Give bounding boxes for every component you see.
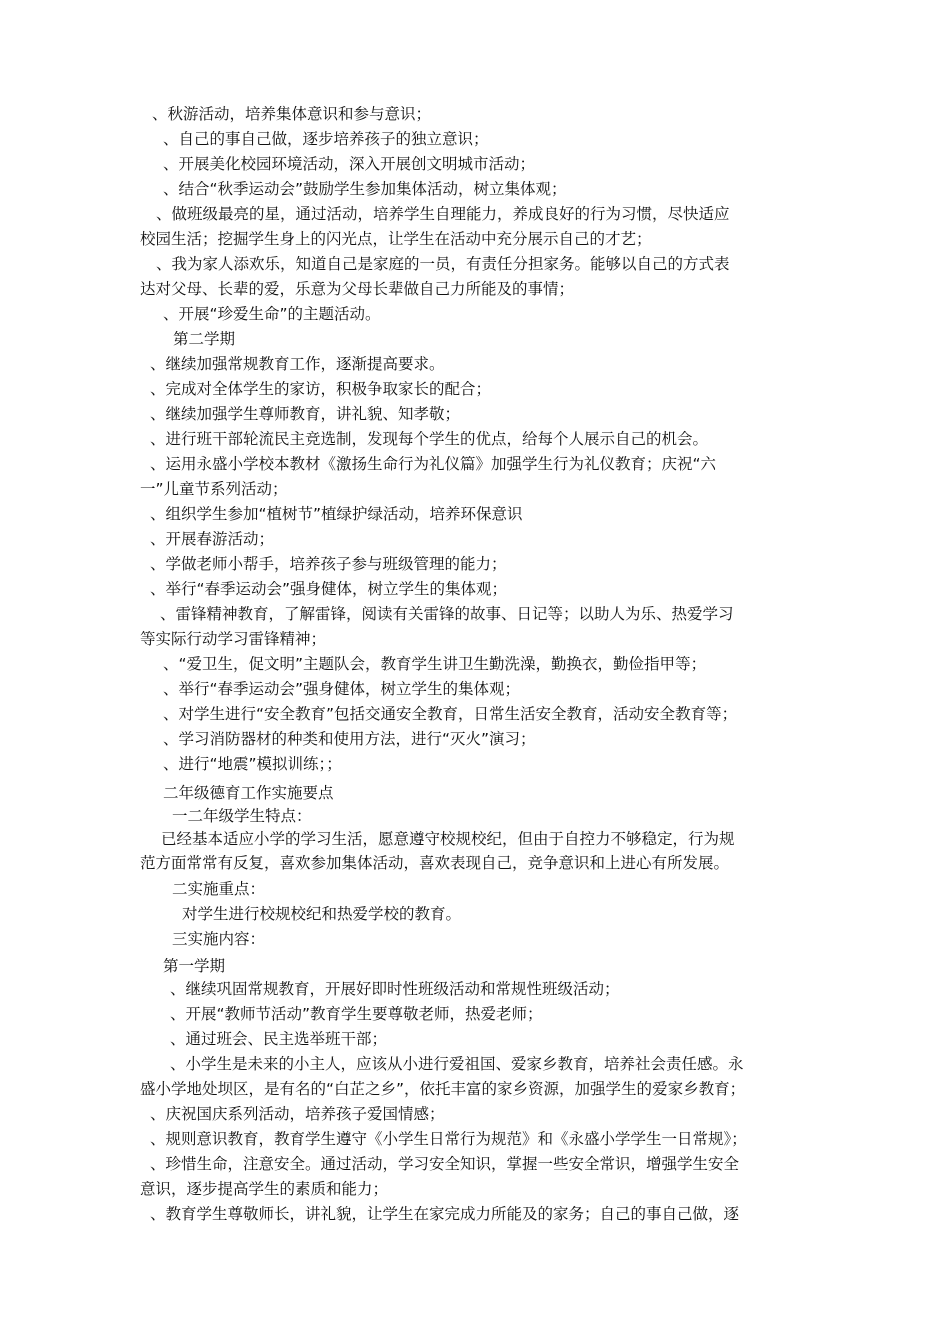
text-line: 、庆祝国庆系列活动，培养孩子爱国情感； (150, 1105, 445, 1123)
section-heading: 第一学期 (163, 957, 226, 975)
text-line: 、秋游活动，培养集体意识和参与意识； (152, 105, 432, 123)
text-line: 、继续加强学生尊师教育，讲礼貌、知孝敬； (150, 405, 461, 423)
text-line: 、学做老师小帮手，培养孩子参与班级管理的能力； (150, 555, 507, 573)
subheading: 三实施内容： (172, 930, 266, 948)
text-line: 、珍惜生命，注意安全。通过活动，学习安全知识，掌握一些安全常识，增强学生安全 (150, 1155, 740, 1173)
text-line: 、对学生进行“安全教育”包括交通安全教育，日常生活安全教育，活动安全教育等； (163, 705, 738, 723)
text-line: 校园生活；挖掘学生身上的闪光点，让学生在活动中充分展示自己的才艺； (140, 230, 652, 248)
section-heading: 二年级德育工作实施要点 (163, 784, 334, 802)
text-line: 、开展“教师节活动”教育学生要尊敬老师，热爱老师； (170, 1005, 543, 1023)
text-line: 、我为家人添欢乐，知道自己是家庭的一员，有责任分担家务。能够以自己的方式表 (156, 255, 730, 273)
text-line: 、进行“地震”模拟训练；； (163, 755, 342, 773)
text-line: 已经基本适应小学的学习生活，愿意遵守校规校纪，但由于自控力不够稳定，行为规 (161, 830, 735, 848)
text-line: 、小学生是未来的小主人，应该从小进行爱祖国、爱家乡教育，培养社会责任感。永 (170, 1055, 744, 1073)
text-line: 、规则意识教育，教育学生遵守《小学生日常行为规范》和《永盛小学学生一日常规》； (150, 1130, 747, 1148)
text-line: 、雷锋精神教育，了解雷锋，阅读有关雷锋的故事、日记等；以助人为乐、热爱学习 (160, 605, 734, 623)
text-line: 、教育学生尊敬师长，讲礼貌，让学生在家完成力所能及的家务；自己的事自己做，逐 (150, 1205, 740, 1223)
text-line: 、开展美化校园环境活动，深入开展创文明城市活动； (163, 155, 536, 173)
subheading: 一二年级学生特点： (172, 807, 312, 825)
text-line: 、举行“春季运动会”强身健体，树立学生的集体观； (163, 680, 521, 698)
text-line: 、举行“春季运动会”强身健体，树立学生的集体观； (150, 580, 508, 598)
text-line: 、完成对全体学生的家访，积极争取家长的配合； (150, 380, 492, 398)
text-line: 、自己的事自己做，逐步培养孩子的独立意识； (163, 130, 489, 148)
text-line: 、学习消防器材的种类和使用方法，进行“灭火”演习； (163, 730, 536, 748)
subheading: 二实施重点： (172, 880, 266, 898)
text-line: 、运用永盛小学校本教材《激扬生命行为礼仪篇》加强学生行为礼仪教育；庆祝“六 (150, 455, 717, 473)
text-line: 、进行班干部轮流民主竞选制，发现每个学生的优点，给每个人展示自己的机会。 (150, 430, 709, 448)
text-line: 、通过班会、民主选举班干部； (170, 1030, 388, 1048)
text-line: 、“爱卫生，促文明”主题队会，教育学生讲卫生勤洗澡，勤换衣，勤俭指甲等； (163, 655, 707, 673)
text-line: 、开展春游活动； (150, 530, 275, 548)
text-line: 对学生进行校规校纪和热爱学校的教育。 (182, 905, 462, 923)
text-line: 一”儿童节系列活动； (140, 480, 288, 498)
text-line: 、组织学生参加“植树节”植绿护绿活动，培养环保意识 (150, 505, 523, 523)
section-heading: 第二学期 (173, 330, 236, 348)
text-line: 、做班级最亮的星，通过活动，培养学生自理能力，养成良好的行为习惯，尽快适应 (156, 205, 730, 223)
text-line: 、开展“珍爱生命”的主题活动。 (163, 305, 381, 323)
text-line: 意识，逐步提高学生的素质和能力； (140, 1180, 389, 1198)
text-line: 范方面常常有反复，喜欢参加集体活动，喜欢表现自己，竞争意识和上进心有所发展。 (140, 854, 730, 872)
text-line: 、继续巩固常规教育，开展好即时性班级活动和常规性班级活动； (170, 980, 620, 998)
text-line: 盛小学地处坝区，是有名的“白芷之乡”，依托丰富的家乡资源，加强学生的爱家乡教育； (140, 1080, 746, 1098)
text-line: 、继续加强常规教育工作，逐渐提高要求。 (150, 355, 445, 373)
text-line: 、结合“秋季运动会”鼓励学生参加集体活动，树立集体观； (163, 180, 567, 198)
text-line: 等实际行动学习雷锋精神； (140, 630, 327, 648)
text-line: 达对父母、长辈的爱，乐意为父母长辈做自己力所能及的事情； (140, 280, 575, 298)
